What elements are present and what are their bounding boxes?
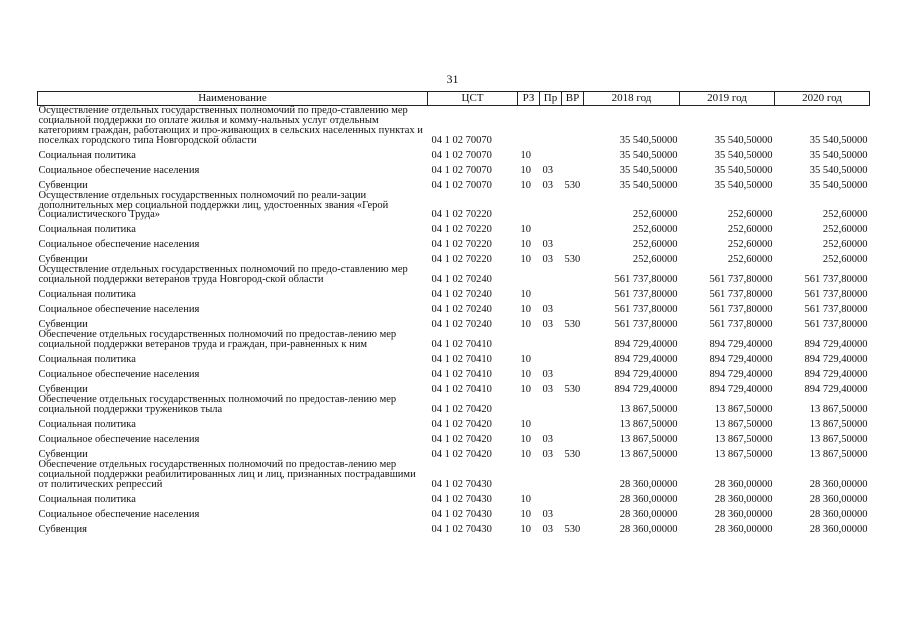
row-value-2018: 13 867,50000	[619, 418, 678, 430]
header-vr: ВР	[562, 92, 584, 106]
table-row	[38, 330, 870, 350]
row-value-2019: 35 540,50000	[714, 164, 773, 176]
row-name: Обеспечение отдельных государственных полномочий по предостав-лению мер социальной поддержки ветеранов труда и граждан, при-равненных к ним	[38, 329, 397, 351]
row-value-2020: 28 360,00000	[809, 493, 868, 505]
row-pr: 03	[542, 164, 553, 176]
row-value-2020: 561 737,80000	[804, 319, 868, 331]
row-pr: 03	[542, 508, 553, 520]
row-value-2020: 35 540,50000	[809, 134, 868, 146]
row-value-2019: 28 360,00000	[714, 478, 773, 490]
header-cst: ЦСТ	[428, 92, 518, 106]
row-value-2019: 894 729,40000	[709, 369, 773, 381]
row-cst: 04 1 02 70410	[431, 384, 492, 396]
table-body	[38, 106, 870, 535]
header-name: Наименование	[38, 92, 428, 106]
row-rz: 10	[520, 433, 531, 445]
row-vr: 530	[564, 523, 581, 535]
table-row	[38, 520, 870, 535]
row-value-2020: 561 737,80000	[804, 289, 868, 301]
row-cst: 04 1 02 70420	[431, 418, 492, 430]
header-rz: РЗ	[518, 92, 540, 106]
row-pr: 03	[542, 239, 553, 251]
table-row	[38, 460, 870, 490]
row-rz: 10	[520, 304, 531, 316]
row-rz	[518, 330, 540, 350]
row-cst: 04 1 02 70070	[431, 149, 492, 161]
row-value-2018: 28 360,00000	[619, 493, 678, 505]
row-vr: 530	[564, 179, 581, 191]
row-name: Осуществление отдельных государственных полномочий по предо-ставлению мер социальной поддержки ветеранов труда Новгород-ской области	[38, 264, 408, 286]
row-value-2018: 561 737,80000	[614, 319, 678, 331]
row-value-2018: 894 729,40000	[614, 354, 678, 366]
row-name: Субвенции	[38, 179, 88, 191]
row-rz: 10	[520, 319, 531, 331]
row-name: Субвенция	[38, 523, 87, 535]
row-name: Социальное обеспечение населения	[38, 433, 200, 445]
table-header-row	[38, 92, 870, 106]
row-name: Субвенции	[38, 448, 88, 460]
row-value-2019: 28 360,00000	[714, 493, 773, 505]
row-vr	[562, 460, 584, 490]
row-pr: 03	[542, 319, 553, 331]
row-value-2018: 561 737,80000	[614, 304, 678, 316]
row-rz: 10	[520, 164, 531, 176]
row-value-2019: 561 737,80000	[709, 319, 773, 331]
row-pr	[540, 285, 562, 300]
row-value-2018: 28 360,00000	[619, 478, 678, 490]
page-number: 31	[446, 72, 459, 86]
row-value-2019: 252,60000	[727, 239, 773, 251]
row-pr	[540, 106, 562, 146]
row-rz: 10	[520, 369, 531, 381]
row-value-2020: 13 867,50000	[809, 418, 868, 430]
table-row	[38, 176, 870, 191]
row-value-2020: 252,60000	[822, 224, 868, 236]
row-cst: 04 1 02 70420	[431, 403, 492, 415]
row-vr	[562, 505, 584, 520]
row-value-2020: 252,60000	[822, 254, 868, 266]
table-row	[38, 415, 870, 430]
row-value-2020: 28 360,00000	[809, 478, 868, 490]
row-vr	[562, 430, 584, 445]
row-cst: 04 1 02 70410	[431, 339, 492, 351]
row-name: Осуществление отдельных государственных полномочий по предо-ставлению мер социальной поддержки по оплате жилья и комму-нальных услуг отдельным категориям граждан, работающих и про-живающих в сельских населенных пунктах и поселках городского типа Новгородской области	[38, 105, 423, 146]
row-vr: 530	[564, 384, 581, 396]
row-name: Обеспечение отдельных государственных полномочий по предостав-лению мер социальной поддержки реабилитированных лиц и лиц, признанных пострадавшими от политических репрессий	[38, 458, 416, 490]
header-2020: 2020 год	[775, 92, 870, 106]
row-name: Социальное обеспечение населения	[38, 508, 200, 520]
row-value-2020: 35 540,50000	[809, 149, 868, 161]
row-name: Социальная политика	[38, 493, 136, 505]
row-value-2018: 894 729,40000	[614, 339, 678, 351]
row-pr	[540, 350, 562, 365]
row-value-2019: 561 737,80000	[709, 289, 773, 301]
row-cst: 04 1 02 70430	[431, 478, 492, 490]
table-row	[38, 300, 870, 315]
table-row	[38, 285, 870, 300]
row-value-2018: 252,60000	[632, 224, 678, 236]
row-value-2019: 28 360,00000	[714, 508, 773, 520]
row-value-2020: 28 360,00000	[809, 508, 868, 520]
row-value-2018: 894 729,40000	[614, 384, 678, 396]
row-pr	[540, 460, 562, 490]
row-value-2020: 13 867,50000	[809, 433, 868, 445]
row-value-2019: 252,60000	[727, 224, 773, 236]
row-name: Обеспечение отдельных государственных полномочий по предостав-лению мер социальной поддержки тружеников тыла	[38, 393, 397, 415]
row-vr	[562, 106, 584, 146]
row-cst: 04 1 02 70240	[431, 304, 492, 316]
row-rz: 10	[520, 384, 531, 396]
row-value-2019: 894 729,40000	[709, 354, 773, 366]
row-value-2020: 35 540,50000	[809, 164, 868, 176]
row-rz: 10	[520, 149, 531, 161]
row-vr	[562, 365, 584, 380]
row-pr: 03	[542, 179, 553, 191]
row-value-2019: 35 540,50000	[714, 179, 773, 191]
row-rz: 10	[520, 508, 531, 520]
row-value-2019: 252,60000	[727, 254, 773, 266]
row-pr	[540, 490, 562, 505]
row-value-2019: 13 867,50000	[714, 433, 773, 445]
row-cst: 04 1 02 70410	[431, 354, 492, 366]
row-value-2018: 28 360,00000	[619, 523, 678, 535]
row-rz: 10	[520, 224, 531, 236]
row-pr	[540, 330, 562, 350]
row-value-2018: 35 540,50000	[619, 164, 678, 176]
row-cst: 04 1 02 70070	[431, 134, 492, 146]
row-value-2018: 35 540,50000	[619, 149, 678, 161]
row-vr: 530	[564, 448, 581, 460]
row-pr	[540, 395, 562, 415]
row-vr	[562, 350, 584, 365]
row-vr	[562, 330, 584, 350]
row-name: Социальное обеспечение населения	[38, 164, 200, 176]
row-name: Социальное обеспечение населения	[38, 304, 200, 316]
header-pr: Пр	[540, 92, 562, 106]
table-row	[38, 250, 870, 265]
row-value-2019: 35 540,50000	[714, 134, 773, 146]
row-value-2018: 252,60000	[632, 239, 678, 251]
budget-table	[37, 91, 870, 535]
table-row	[38, 350, 870, 365]
table-row	[38, 505, 870, 520]
row-pr: 03	[542, 433, 553, 445]
row-rz: 10	[520, 254, 531, 266]
row-cst: 04 1 02 70240	[431, 289, 492, 301]
row-name: Социальная политика	[38, 289, 136, 301]
row-vr	[562, 395, 584, 415]
row-cst: 04 1 02 70420	[431, 448, 492, 460]
table-row	[38, 315, 870, 330]
row-vr: 530	[564, 319, 581, 331]
row-rz: 10	[520, 354, 531, 366]
row-value-2020: 894 729,40000	[804, 354, 868, 366]
row-rz: 10	[520, 418, 531, 430]
row-value-2018: 35 540,50000	[619, 134, 678, 146]
row-rz	[518, 191, 540, 221]
table-row	[38, 365, 870, 380]
table-row	[38, 395, 870, 415]
row-value-2019: 13 867,50000	[714, 418, 773, 430]
row-value-2018: 13 867,50000	[619, 403, 678, 415]
row-cst: 04 1 02 70220	[431, 254, 492, 266]
row-cst: 04 1 02 70070	[431, 164, 492, 176]
row-value-2020: 561 737,80000	[804, 274, 868, 286]
row-value-2020: 13 867,50000	[809, 403, 868, 415]
row-pr: 03	[542, 384, 553, 396]
table-row	[38, 161, 870, 176]
row-name: Субвенции	[38, 254, 88, 266]
row-value-2020: 35 540,50000	[809, 179, 868, 191]
row-rz	[518, 265, 540, 285]
row-cst: 04 1 02 70220	[431, 239, 492, 251]
row-value-2018: 894 729,40000	[614, 369, 678, 381]
row-cst: 04 1 02 70240	[431, 274, 492, 286]
row-vr	[562, 285, 584, 300]
row-vr	[562, 490, 584, 505]
row-value-2019: 35 540,50000	[714, 149, 773, 161]
row-value-2019: 561 737,80000	[709, 274, 773, 286]
row-name: Социальная политика	[38, 149, 136, 161]
row-name: Субвенции	[38, 384, 88, 396]
header-2018: 2018 год	[584, 92, 680, 106]
row-value-2020: 252,60000	[822, 239, 868, 251]
row-value-2020: 561 737,80000	[804, 304, 868, 316]
row-rz: 10	[520, 523, 531, 535]
row-name: Социальное обеспечение населения	[38, 369, 200, 381]
row-rz: 10	[520, 289, 531, 301]
row-vr	[562, 220, 584, 235]
row-cst: 04 1 02 70430	[431, 523, 492, 535]
row-value-2019: 561 737,80000	[709, 304, 773, 316]
row-value-2019: 28 360,00000	[714, 523, 773, 535]
table-row	[38, 235, 870, 250]
row-rz: 10	[520, 179, 531, 191]
row-vr	[562, 265, 584, 285]
row-pr: 03	[542, 523, 553, 535]
row-value-2019: 894 729,40000	[709, 339, 773, 351]
row-value-2020: 894 729,40000	[804, 384, 868, 396]
row-pr	[540, 265, 562, 285]
row-value-2019: 252,60000	[727, 209, 773, 221]
row-pr	[540, 220, 562, 235]
row-value-2020: 28 360,00000	[809, 523, 868, 535]
row-pr	[540, 146, 562, 161]
row-vr	[562, 161, 584, 176]
row-pr: 03	[542, 304, 553, 316]
row-value-2018: 13 867,50000	[619, 433, 678, 445]
row-vr	[562, 191, 584, 221]
row-name: Социальное обеспечение населения	[38, 239, 200, 251]
row-name: Социальная политика	[38, 418, 136, 430]
row-value-2018: 35 540,50000	[619, 179, 678, 191]
row-cst: 04 1 02 70430	[431, 493, 492, 505]
row-value-2018: 252,60000	[632, 254, 678, 266]
table-row	[38, 265, 870, 285]
row-pr	[540, 415, 562, 430]
row-rz	[518, 106, 540, 146]
row-value-2019: 13 867,50000	[714, 403, 773, 415]
row-vr	[562, 300, 584, 315]
table-row	[38, 430, 870, 445]
row-value-2018: 13 867,50000	[619, 448, 678, 460]
row-rz: 10	[520, 493, 531, 505]
row-cst: 04 1 02 70240	[431, 319, 492, 331]
row-value-2019: 13 867,50000	[714, 448, 773, 460]
row-value-2018: 561 737,80000	[614, 289, 678, 301]
row-name: Социальная политика	[38, 354, 136, 366]
row-rz	[518, 460, 540, 490]
row-rz: 10	[520, 239, 531, 251]
row-name: Социальная политика	[38, 224, 136, 236]
row-value-2019: 894 729,40000	[709, 384, 773, 396]
row-pr: 03	[542, 254, 553, 266]
table-row	[38, 220, 870, 235]
table-row	[38, 490, 870, 505]
row-cst: 04 1 02 70420	[431, 433, 492, 445]
row-vr	[562, 146, 584, 161]
row-name: Субвенции	[38, 319, 88, 331]
row-value-2018: 561 737,80000	[614, 274, 678, 286]
row-vr	[562, 235, 584, 250]
row-cst: 04 1 02 70070	[431, 179, 492, 191]
row-vr	[562, 415, 584, 430]
row-pr	[540, 191, 562, 221]
table-row	[38, 380, 870, 395]
row-value-2020: 894 729,40000	[804, 339, 868, 351]
row-value-2018: 28 360,00000	[619, 508, 678, 520]
row-vr: 530	[564, 254, 581, 266]
table-row	[38, 445, 870, 460]
table-row	[38, 146, 870, 161]
row-value-2020: 252,60000	[822, 209, 868, 221]
row-rz	[518, 395, 540, 415]
row-rz: 10	[520, 448, 531, 460]
row-value-2020: 894 729,40000	[804, 369, 868, 381]
row-pr: 03	[542, 448, 553, 460]
row-value-2020: 13 867,50000	[809, 448, 868, 460]
row-value-2018: 252,60000	[632, 209, 678, 221]
row-name: Осуществление отдельных государственных полномочий по реали-зации дополнительных мер социальной поддержки лиц, удостоенных звания «Герой Социалистического Труда»	[38, 189, 389, 221]
table-row	[38, 106, 870, 146]
row-pr: 03	[542, 369, 553, 381]
row-cst: 04 1 02 70220	[431, 224, 492, 236]
header-2019: 2019 год	[680, 92, 775, 106]
row-cst: 04 1 02 70220	[431, 209, 492, 221]
row-cst: 04 1 02 70410	[431, 369, 492, 381]
table-row	[38, 191, 870, 221]
row-cst: 04 1 02 70430	[431, 508, 492, 520]
